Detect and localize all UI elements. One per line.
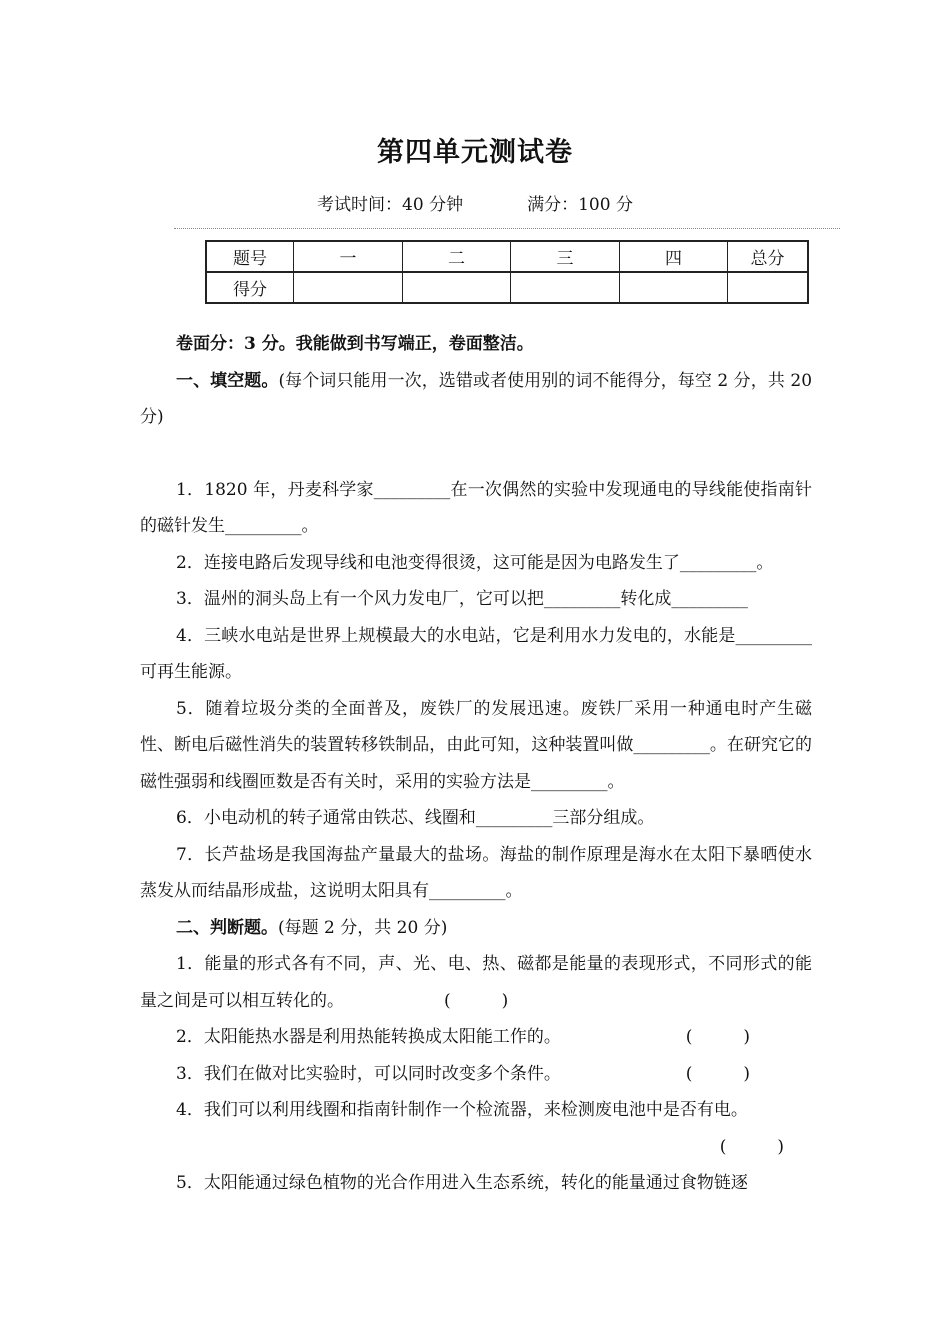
answer-paren: ( )	[685, 1063, 750, 1084]
score-cell	[511, 272, 620, 303]
score-header-cell: 二	[403, 241, 511, 272]
fill-question-2: 2．连接电路后发现导线和电池变得很烫，这可能是因为电路发生了_________。	[176, 552, 774, 573]
score-header-cell: 总分	[728, 241, 809, 272]
judge-question-3-row	[140, 1056, 812, 1093]
exam-content	[140, 326, 812, 1202]
fill-question-3: 3．温州的洞头岛上有一个风力发电厂，它可以把_________转化成_________	[176, 589, 748, 609]
score-cell	[403, 272, 511, 303]
judge-question-text: 1．能量的形式各有不同，声、光、电、热、磁都是能量的表现形式，不同形式的能量之间是可以相互转化的。	[140, 954, 812, 1011]
score-header-cell: 四	[620, 241, 728, 272]
judge-question-4: 4．我们可以利用线圈和指南针制作一个检流器，来检测废电池中是否有电。	[176, 1100, 748, 1120]
judge-question-1	[140, 946, 812, 1019]
judge-question-2: 2．太阳能热水器是利用热能转换成太阳能工作的。	[176, 1027, 561, 1047]
score-table	[205, 240, 809, 304]
section2-heading	[140, 910, 812, 947]
score-cell	[294, 272, 403, 303]
dotted-divider	[174, 228, 840, 229]
score-table-header-row	[206, 241, 808, 272]
section1-title: 一、填空题。	[176, 370, 279, 391]
score-header-cell: 一	[294, 241, 403, 272]
exam-meta	[0, 190, 950, 215]
section2-title: 二、判断题。	[176, 917, 278, 938]
judge-question-5: 5．太阳能通过绿色植物的光合作用进入生态系统，转化的能量通过食物链逐	[176, 1173, 748, 1193]
page-title: 第四单元测试卷	[377, 137, 573, 168]
score-cell	[728, 272, 809, 303]
answer-paren: ( )	[719, 1136, 784, 1157]
spacer	[140, 436, 812, 472]
section2-note: (每题 2 分，共 20 分)	[278, 917, 448, 938]
score-cell	[620, 272, 728, 303]
fill-question-7: 7．长芦盐场是我国海盐产量最大的盐场。海盐的制作原理是海水在太阳下暴晒使水蒸发从而结晶形成盐，这说明太阳具有_________。	[140, 844, 812, 901]
score-row-label: 得分	[206, 272, 294, 303]
judge-question-2-row	[140, 1019, 812, 1056]
fill-question-1: 1．1820 年，丹麦科学家_________在一次偶然的实验中发现通电的导线能使指南针的磁针发生_________。	[140, 479, 812, 536]
exam-time: 考试时间：40 分钟	[317, 195, 464, 215]
full-score: 满分：100 分	[527, 195, 633, 215]
section1-heading	[140, 363, 812, 436]
neatness-note: 卷面分：3 分。我能做到书写端正，卷面整洁。	[176, 334, 534, 354]
score-header-cell: 题号	[206, 241, 294, 272]
fill-question-5: 5．随着垃圾分类的全面普及，废铁厂的发展迅速。废铁厂采用一种通电时产生磁性、断电后磁性消失的装置转移铁制品，由此可知，这种装置叫做_________。在研究它的磁性强弱和线圈匝数是否有关时，采用的实验方法是_________。	[140, 698, 812, 792]
fill-question-6: 6．小电动机的转子通常由铁芯、线圈和_________三部分组成。	[176, 808, 655, 828]
section1-note: (每个词只能用一次，选错或者使用别的词不能得分，每空 2 分，共 20 分)	[140, 370, 813, 427]
score-table-score-row	[206, 272, 808, 303]
score-header-cell: 三	[511, 241, 620, 272]
answer-paren: ( )	[444, 990, 509, 1011]
judge-question-3: 3．我们在做对比实验时，可以同时改变多个条件。	[176, 1063, 561, 1084]
answer-paren: ( )	[685, 1027, 750, 1047]
fill-question-4: 4．三峡水电站是世界上规模最大的水电站，它是利用水力发电的，水能是_________可再生能源。	[140, 625, 812, 682]
